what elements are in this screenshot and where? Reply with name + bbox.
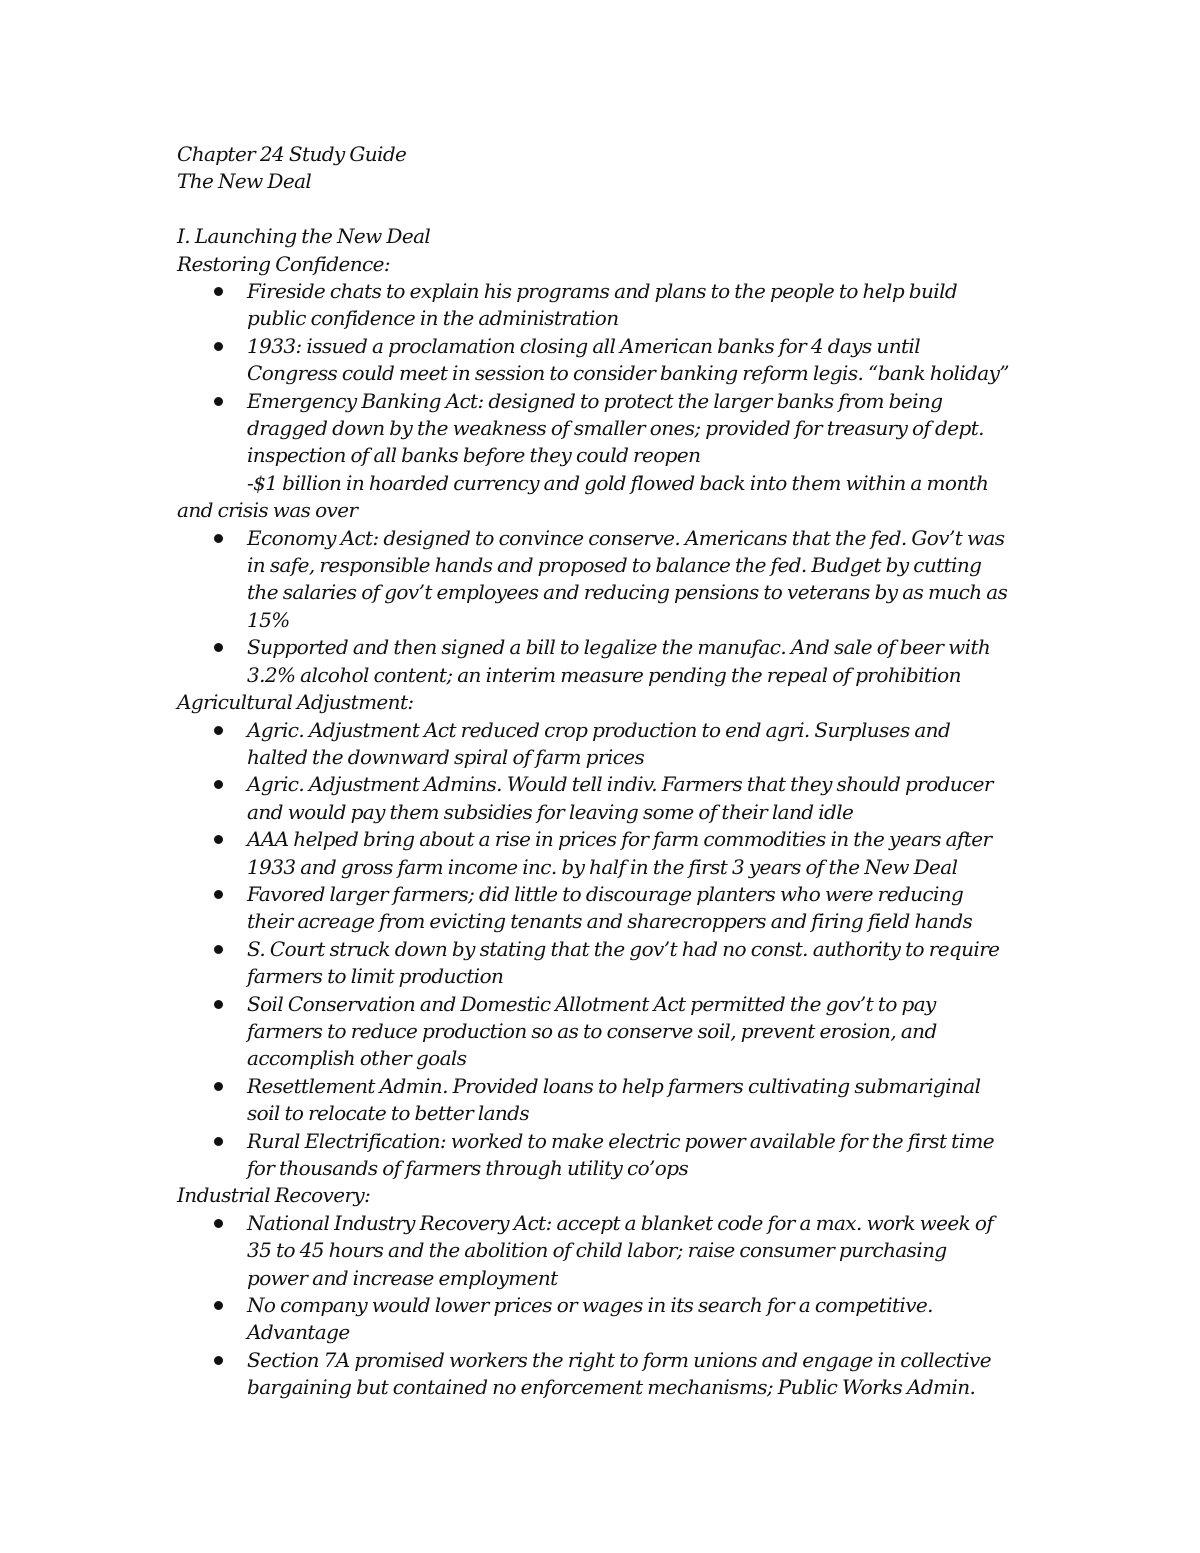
document-page [177,141,1037,1402]
subsection-label-restoring: Restoring Confidence: [177,251,390,276]
bullet-text-line: halted the downward spiral of farm prices [247,744,645,769]
bullet-text-line: Soil Conservation and Domestic Allotment Act permitted the gov’t to pay [247,991,936,1016]
bullet-text-line: Rural Electrification: worked to make electric power available for the first time [247,1128,994,1153]
bullet-icon [214,1301,223,1310]
bullet-icon [214,890,223,899]
bullet-text-line: bargaining but contained no enforcement mechanisms; Public Works Admin. [247,1375,976,1400]
bullet-text-line: No company would lower prices or wages in its search for a competitive. [247,1293,933,1318]
bullet-icon [214,397,223,406]
section-heading: I. Launching the New Deal [177,224,431,249]
bullet-text-line: farmers to reduce production so as to conserve soil, prevent erosion, and [247,1018,937,1043]
bullet-item [177,826,1037,881]
bullet-text-line: in safe, responsible hands and proposed to balance the fed. Budget by cutting [247,553,982,578]
bullet-icon [214,1082,223,1091]
bullet-text-line: soil to relocate to better lands [247,1101,530,1126]
document-title: Chapter 24 Study Guide [177,142,407,166]
subsection-label-industrial: Industrial Recovery: [177,1183,371,1208]
blank-line [177,196,1037,223]
bullet-item [177,333,1037,388]
bullet-item [177,1128,1037,1183]
bullet-text-line: Emergency Banking Act: designed to protect the larger banks from being [247,388,943,413]
bullet-item [177,388,1037,470]
restoring-note: -$1 billion in hoarded currency and gold flowed back into them within a month [247,470,989,495]
bullet-item [177,525,1037,635]
subsection-label-agricultural: Agricultural Adjustment: [177,690,414,715]
bullet-text-line: the salaries of gov’t employees and reducing pensions to veterans by as much as [247,580,1008,605]
industrial-list [177,1210,1037,1402]
bullet-text-line: farmers to limit production [247,964,504,989]
bullet-text-line: and would pay them subsidies for leaving some of their land idle [247,799,854,824]
bullet-item [177,936,1037,991]
bullet-text-line: S. Court struck down by stating that the gov’t had no const. authority to require [247,936,1000,961]
bullet-item [177,991,1037,1073]
bullet-item [177,771,1037,826]
bullet-text-line: Congress could meet in session to consider banking reform legis. “bank holiday” [247,361,1009,386]
bullet-text-line: Agric. Adjustment Admins. Would tell indiv. Farmers that they should producer [247,772,993,797]
bullet-text-line: public confidence in the administration [247,306,619,331]
bullet-item [177,1073,1037,1128]
bullet-text-line: 15% [247,607,290,632]
bullet-item [177,278,1037,333]
bullet-text-line: accomplish other goals [247,1046,467,1071]
bullet-icon [214,1000,223,1009]
bullet-item [177,1292,1037,1347]
bullet-item [177,1210,1037,1292]
bullet-text-line: AAA helped bring about a rise in prices for farm commodities in the years after [247,827,992,852]
bullet-icon [214,534,223,543]
bullet-icon [214,1356,223,1365]
bullet-text-line: Resettlement Admin. Provided loans to help farmers cultivating submariginal [247,1073,981,1098]
bullet-text-line: dragged down by the weakness of smaller ones; provided for treasury of dept. [247,416,984,441]
bullet-text-line: Favored larger farmers; did little to discourage planters who were reducing [247,881,964,906]
bullet-icon [214,643,223,652]
agricultural-list [177,717,1037,1183]
bullet-icon [214,1219,223,1228]
bullet-text-line: Fireside chats to explain his programs and plans to the people to help build [247,279,958,304]
bullet-text-line: 1933 and gross farm income inc. by half in the first 3 years of the New Deal [247,854,958,879]
bullet-text-line: power and increase employment [247,1265,558,1290]
bullet-text-line: their acreage from evicting tenants and sharecroppers and firing field hands [247,909,973,934]
bullet-text-line: 1933: issued a proclamation closing all American banks for 4 days until [247,333,921,358]
bullet-text-line: Supported and then signed a bill to legalize the manufac. And sale of beer with [247,635,991,660]
bullet-icon [214,1137,223,1146]
bullet-text-line: inspection of all banks before they could reopen [247,443,701,468]
bullet-text-line: Section 7A promised workers the right to form unions and engage in collective [247,1347,991,1372]
bullet-item [177,717,1037,772]
bullet-item [177,881,1037,936]
bullet-text-line: for thousands of farmers through utility co’ops [247,1156,689,1181]
bullet-icon [214,726,223,735]
bullet-text-line: Agric. Adjustment Act reduced crop production to end agri. Surpluses and [247,717,951,742]
bullet-icon [214,835,223,844]
bullet-icon [214,780,223,789]
restoring-note-continuation: and crisis was over [177,498,358,523]
bullet-text-line: Economy Act: designed to convince conserve. Americans that the fed. Gov’t was [247,525,1005,550]
bullet-item [177,1347,1037,1402]
bullet-icon [214,342,223,351]
restoring-list-continued [177,525,1037,689]
bullet-icon [214,945,223,954]
restoring-list [177,278,1037,470]
document-subtitle: The New Deal [177,169,312,194]
bullet-text-line: Advantage [247,1320,350,1345]
bullet-text-line: National Industry Recovery Act: accept a blanket code for a max. work week of [247,1210,994,1235]
bullet-text-line: 35 to 45 hours and the abolition of child labor; raise consumer purchasing [247,1238,947,1263]
bullet-text-line: 3.2% alcohol content; an interim measure pending the repeal of prohibition [247,662,961,687]
bullet-item [177,634,1037,689]
bullet-icon [214,287,223,296]
